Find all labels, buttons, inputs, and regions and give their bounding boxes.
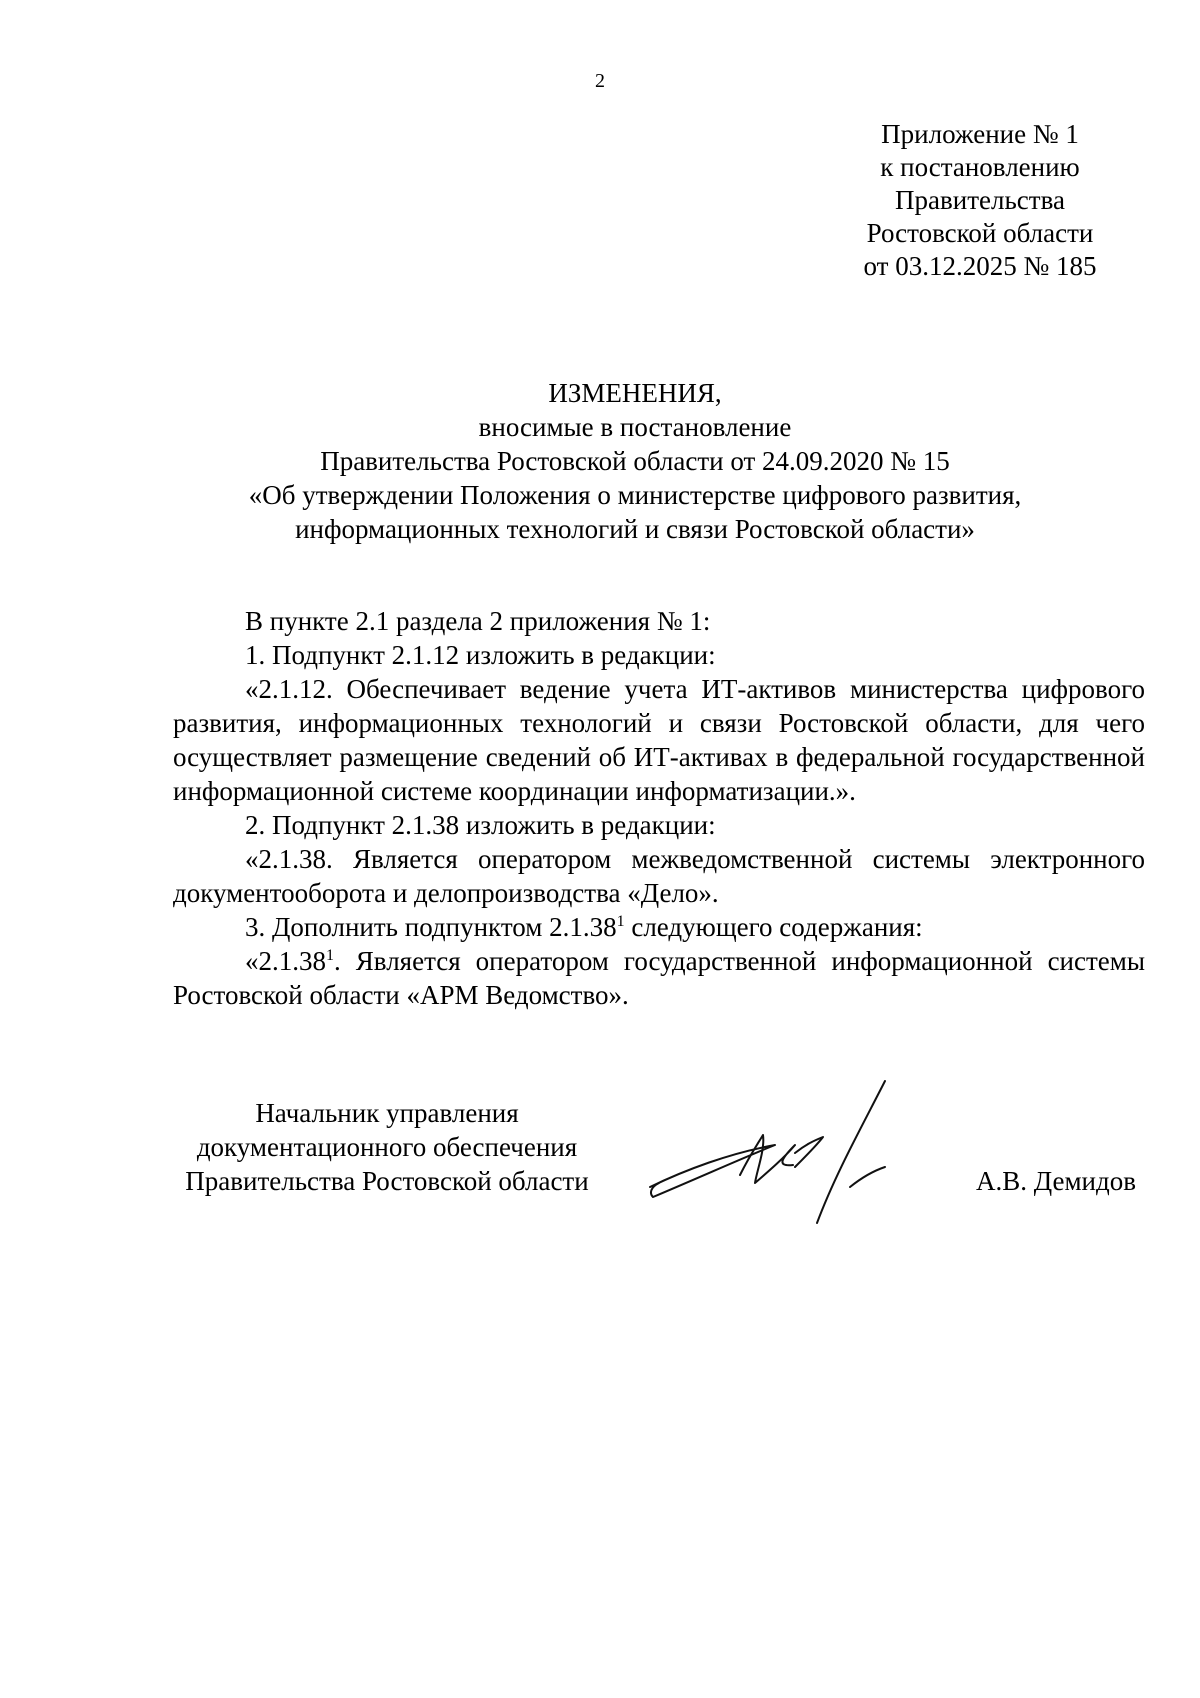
approval-line: к постановлению <box>880 152 1080 182</box>
position-line: Начальник управления <box>255 1098 519 1128</box>
item-1-heading: 1. Подпункт 2.1.12 изложить в редакции: <box>245 640 716 670</box>
item-3-text <box>173 944 1145 1012</box>
approval-line: Приложение № 1 <box>881 119 1079 149</box>
document-title <box>200 376 1070 546</box>
position-line: документационного обеспечения <box>196 1132 578 1162</box>
intro-paragraph: В пункте 2.1 раздела 2 приложения № 1: <box>245 606 711 636</box>
signer-name: А.В. Демидов <box>975 1166 1136 1196</box>
item-3-heading-suffix: следующего содержания: <box>624 912 923 942</box>
title-line: вносимые в постановление <box>478 412 792 442</box>
position-line: Правительства Ростовской области <box>185 1166 589 1196</box>
document-body <box>173 604 1145 1012</box>
item-3-heading <box>173 910 1145 944</box>
item-2-heading: 2. Подпункт 2.1.38 изложить в редакции: <box>245 810 716 840</box>
superscript: 1 <box>616 913 625 930</box>
item-3-text-suffix: . Является оператором государственной информационной системы Ростовской области «АРМ Ведомство». <box>173 946 1145 1010</box>
item-3-heading-prefix: 3. Дополнить подпунктом 2.1.38 <box>245 912 617 942</box>
item-2-text: «2.1.38. Является оператором межведомственной системы электронного документооборота и делопроизводства «Дело». <box>173 844 1145 908</box>
title-line: Правительства Ростовской области от 24.09.2020 № 15 <box>320 446 950 476</box>
title-line: информационных технологий и связи Ростовской области» <box>295 514 975 544</box>
title-line: «Об утверждении Положения о министерстве цифрового развития, <box>248 480 1022 510</box>
signer-position <box>172 1096 602 1198</box>
approval-line: Правительства <box>895 185 1065 215</box>
superscript: 1 <box>326 947 334 964</box>
approval-line: от 03.12.2025 № 185 <box>863 251 1097 281</box>
item-1-text: «2.1.12. Обеспечивает ведение учета ИТ-активов министерства цифрового развития, информационных технологий и связи Ростовской области, для чего осуществляет размещение сведений об ИТ-активах в федеральной государственной информационной системе координации информатизации.». <box>173 674 1145 806</box>
title-heading: ИЗМЕНЕНИЯ, <box>548 378 722 408</box>
handwritten-signature <box>645 1075 925 1245</box>
approval-line: Ростовской области <box>866 218 1094 248</box>
item-3-text-prefix: «2.1.38 <box>245 946 326 976</box>
page-number: 2 <box>595 70 605 92</box>
approval-block <box>820 118 1140 283</box>
